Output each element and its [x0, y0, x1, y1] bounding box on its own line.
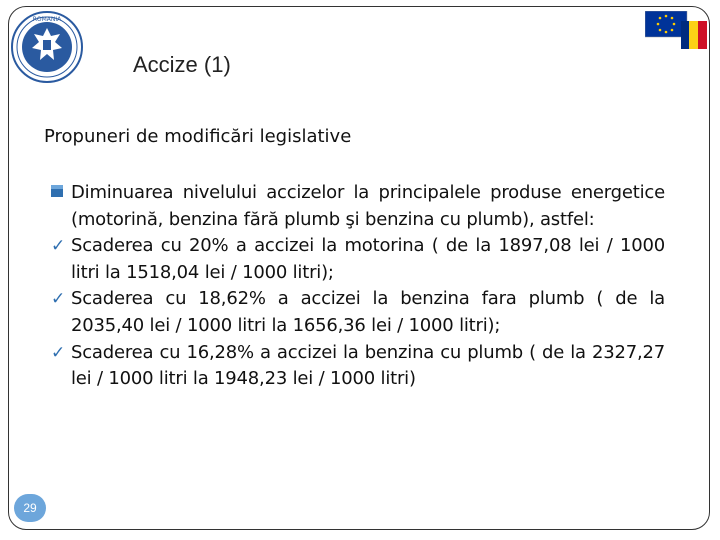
- bullet-list: [50, 180, 665, 393]
- slide-subtitle: Propuneri de modificări legislative: [44, 126, 352, 147]
- list-item-text: Diminuarea nivelului accizelor la principalele produse energetice (motorină, benzina fără plumb şi benzina cu plumb), astfel:: [71, 182, 665, 230]
- page-number-badge: 29: [14, 494, 46, 522]
- checkmark-icon: ✓: [51, 236, 66, 257]
- list-item-text: Scaderea cu 18,62% a accizei la benzina fara plumb ( de la 2035,40 lei / 1000 litri la 1656,36 lei / 1000 litri);: [71, 288, 665, 336]
- ministry-seal-icon: [10, 10, 84, 84]
- checkmark-icon: ✓: [51, 289, 66, 310]
- checkmark-icon: ✓: [51, 342, 66, 363]
- list-item: [50, 340, 665, 393]
- list-item-text: Scaderea cu 20% a accizei la motorina ( de la 1897,08 lei / 1000 litri la 1518,04 lei / 1000 litri);: [71, 235, 665, 283]
- slide-title: Accize (1): [133, 52, 231, 77]
- svg-text:ROMANIA: ROMANIA: [32, 16, 62, 23]
- list-item: [50, 286, 665, 339]
- list-item-text: Scaderea cu 16,28% a accizei la benzina cu plumb ( de la 2327,27 lei / 1000 litri la 1948,23 lei / 1000 litri): [71, 341, 665, 390]
- list-item: [50, 233, 665, 286]
- square-bullet-icon: [50, 184, 64, 198]
- list-item: [50, 180, 665, 233]
- eu-romania-flags-icon: [645, 11, 709, 49]
